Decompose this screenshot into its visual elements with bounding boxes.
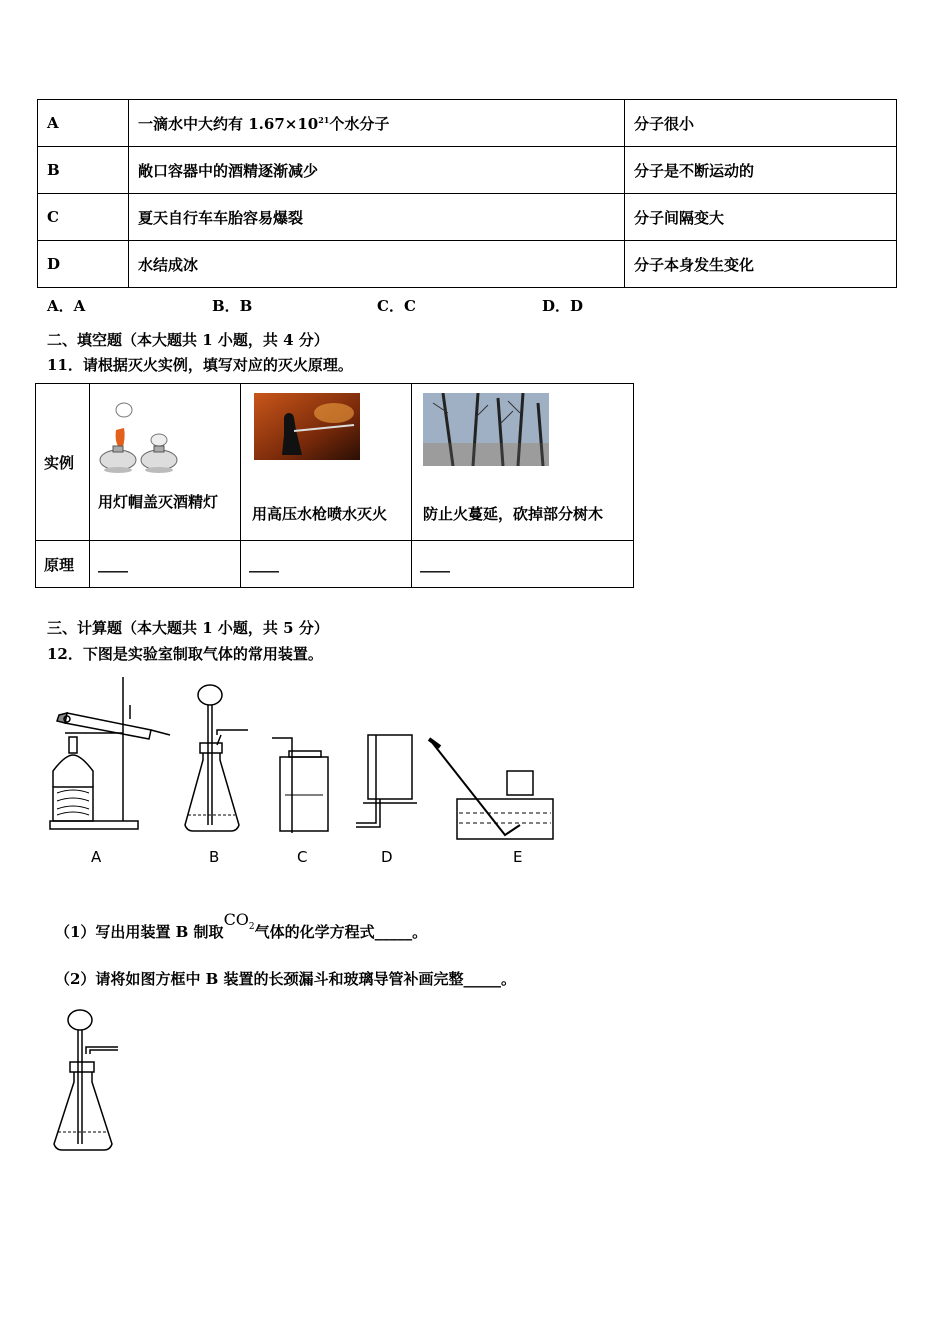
example-caption-3: 防止火蔓延，砍掉部分树木 bbox=[423, 505, 604, 523]
section2-heading: 二、填空题（本大题共 1 小题，共 4 分） bbox=[47, 331, 329, 349]
row-explain: 分子本身发生变化 bbox=[625, 241, 897, 288]
apparatus-a bbox=[50, 677, 170, 829]
row-letter: C bbox=[38, 194, 129, 241]
apparatus-b bbox=[185, 685, 248, 831]
option-c[interactable]: C．C bbox=[377, 297, 416, 315]
q11-stem: 11．请根据灭火实例，填写对应的灭火原理。 bbox=[47, 356, 353, 374]
section3-heading: 三、计算题（本大题共 1 小题，共 5 分） bbox=[47, 619, 329, 637]
table-row bbox=[38, 194, 897, 241]
table-row bbox=[36, 541, 634, 588]
label-e: E bbox=[513, 848, 523, 866]
example-caption-1: 用灯帽盖灭酒精灯 bbox=[98, 493, 219, 511]
row-letter: D bbox=[38, 241, 129, 288]
apparatus-b-small bbox=[50, 1002, 130, 1154]
example-caption-2: 用高压水枪喷水灭火 bbox=[252, 505, 388, 523]
label-b: B bbox=[209, 848, 220, 866]
option-a[interactable]: A．A bbox=[47, 297, 86, 315]
example-label: 实例 bbox=[36, 384, 90, 541]
firefighter-photo bbox=[254, 393, 360, 460]
q10-table bbox=[37, 99, 897, 288]
principle-blank-3[interactable]: ____ bbox=[412, 541, 634, 588]
apparatus-d bbox=[356, 735, 417, 827]
row-explain: 分子间隔变大 bbox=[625, 194, 897, 241]
co2-formula: $CO_2$ bbox=[223, 910, 255, 933]
option-d[interactable]: D．D bbox=[542, 297, 584, 315]
principle-blank-2[interactable]: ____ bbox=[241, 541, 412, 588]
option-b[interactable]: B．B bbox=[212, 297, 253, 315]
apparatus-c bbox=[272, 738, 328, 833]
row-explain: 分子很小 bbox=[625, 100, 897, 147]
row-explain: 分子是不断运动的 bbox=[625, 147, 897, 194]
label-c: C bbox=[297, 848, 308, 866]
table-row bbox=[38, 100, 897, 147]
table-row bbox=[38, 147, 897, 194]
row-fact: 一滴水中大约有 $1.67\times 10^{21}$个水分子 bbox=[129, 100, 625, 147]
row-letter: A bbox=[38, 100, 129, 147]
lab-apparatus-diagram bbox=[45, 675, 565, 840]
q12-sub1: （1）写出用装置 B 制取$CO_2$气体的化学方程式_____。 bbox=[55, 910, 428, 941]
row-fact: 敞口容器中的酒精逐渐减少 bbox=[129, 147, 625, 194]
principle-label: 原理 bbox=[36, 541, 90, 588]
row-fact: 水结成冰 bbox=[129, 241, 625, 288]
label-a: A bbox=[91, 848, 102, 866]
principle-blank-1[interactable]: ____ bbox=[90, 541, 241, 588]
row-letter: B bbox=[38, 147, 129, 194]
apparatus-e bbox=[429, 739, 553, 839]
label-d: D bbox=[381, 848, 393, 866]
alcohol-lamp-illustration bbox=[96, 400, 186, 475]
q12-stem: 12．下图是实验室制取气体的常用装置。 bbox=[47, 645, 323, 663]
forest-photo bbox=[423, 393, 549, 466]
q12-sub2: （2）请将如图方框中 B 装置的长颈漏斗和玻璃导管补画完整_____。 bbox=[55, 970, 517, 988]
row-fact: 夏天自行车车胎容易爆裂 bbox=[129, 194, 625, 241]
table-row bbox=[38, 241, 897, 288]
